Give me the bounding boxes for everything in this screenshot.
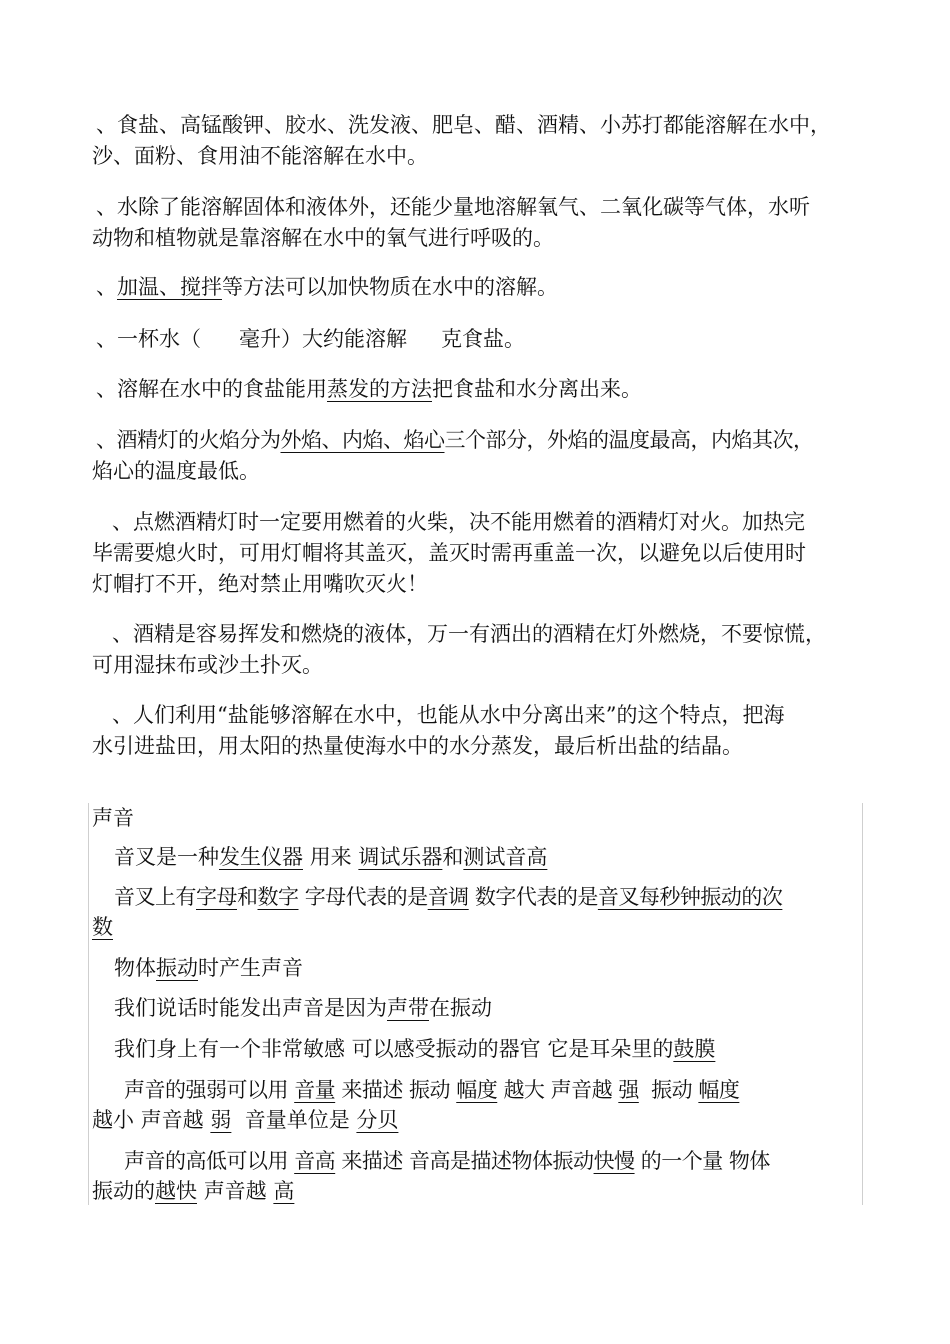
s2-r1-text-a: 音叉是一种 bbox=[114, 845, 219, 869]
s2-r6-answer-5: 弱 bbox=[210, 1108, 232, 1132]
s2-row2 bbox=[114, 883, 782, 911]
s2-r2-answer-3: 音调 bbox=[427, 885, 469, 909]
s2-r5-text-a: 我们身上有一个非常敏感 可以感受振动的器官 它是耳朵里的 bbox=[114, 1037, 674, 1061]
p9-line2: 水引进盐田，用太阳的热量使海水中的水分蒸发，最后析出盐的结晶。 bbox=[92, 734, 743, 758]
p6-answer: 外焰、内焰、焰心 bbox=[280, 428, 445, 452]
s2-r2-text-a: 音叉上有 bbox=[114, 885, 196, 909]
p4-part-b: 毫升）大约能溶解 bbox=[239, 327, 407, 351]
p8-line1: 、酒精是容易挥发和燃烧的液体，万一有洒出的酒精在灯外燃烧，不要惊慌， bbox=[112, 622, 826, 646]
s2-r7-text-a: 声音的高低可以用 bbox=[124, 1149, 288, 1173]
s2-r1-text-b: 用来 bbox=[309, 845, 352, 869]
p4-line1 bbox=[96, 325, 525, 353]
section2-border-left bbox=[88, 803, 89, 1205]
s2-r1-answer-2: 调试乐器 bbox=[358, 845, 443, 869]
p7-line3: 灯帽打不开，绝对禁止用嘴吹灭火！ bbox=[92, 572, 428, 596]
s2-r6-answer-3: 强 bbox=[618, 1078, 639, 1102]
s2-row4 bbox=[114, 994, 492, 1022]
s2-r2-text-d: 数字代表的是 bbox=[474, 885, 598, 909]
p1-line1: 、食盐、高锰酸钾、胶水、洗发液、肥皂、醋、酒精、小苏打都能溶解在水中， bbox=[96, 113, 831, 137]
s2-r7-text-c: 的一个量 物体 bbox=[640, 1149, 770, 1173]
s2-r6-text-f: 音量单位是 bbox=[244, 1108, 350, 1132]
s2-row6-cont bbox=[92, 1106, 398, 1134]
s2-r6-text-d: 振动 bbox=[651, 1078, 693, 1102]
s2-r7-text-d: 振动的 bbox=[92, 1179, 155, 1203]
s2-r2-answer-2: 数字 bbox=[257, 885, 299, 909]
s2-r7-answer-3: 越快 bbox=[155, 1179, 197, 1203]
p3-suffix: 等方法可以加快物质在水中的溶解。 bbox=[222, 275, 558, 299]
p2-line1: 、水除了能溶解固体和液体外，还能少量地溶解氧气、二氧化碳等气体，水听 bbox=[96, 195, 810, 219]
s2-r6-answer-6: 分贝 bbox=[356, 1108, 399, 1132]
p6-line2: 焰心的温度最低。 bbox=[92, 459, 260, 483]
s2-r1-text-c: 和 bbox=[442, 845, 464, 869]
p7-line1: 、点燃酒精灯时一定要用燃着的火柴，决不能用燃着的酒精灯对火。加热完 bbox=[112, 510, 805, 534]
s2-r4-answer-1: 声带 bbox=[387, 996, 429, 1020]
p6-line1 bbox=[96, 426, 814, 454]
section2-border-right bbox=[862, 803, 863, 1205]
s2-r7-answer-2: 快慢 bbox=[593, 1149, 635, 1173]
s2-r2-text-c: 字母代表的是 bbox=[304, 885, 428, 909]
p5-suffix: 把食盐和水分离出来。 bbox=[432, 377, 642, 401]
s2-r7-answer-1: 音高 bbox=[294, 1149, 336, 1173]
s2-r6-text-e: 越小 声音越 bbox=[92, 1108, 204, 1132]
s2-r6-answer-2: 幅度 bbox=[456, 1078, 498, 1102]
s2-r7-text-b: 来描述 音高是描述物体振动 bbox=[341, 1149, 594, 1173]
s2-r4-text-b: 在振动 bbox=[429, 996, 492, 1020]
s2-r2-answer-4: 音叉每秒钟振动的次 bbox=[597, 885, 783, 909]
s2-r2-answer-5: 数 bbox=[92, 915, 113, 939]
s2-r2-answer-1: 字母 bbox=[196, 885, 237, 909]
s2-r6-text-c: 越大 声音越 bbox=[503, 1078, 613, 1102]
s2-row7-cont bbox=[92, 1177, 294, 1205]
p6-suffix: 三个部分，外焰的温度最高，内焰其次， bbox=[444, 428, 814, 452]
s2-r6-answer-4: 幅度 bbox=[698, 1078, 740, 1102]
p1-line2: 沙、面粉、食用油不能溶解在水中。 bbox=[92, 144, 428, 168]
s2-r6-text-a: 声音的强弱可以用 bbox=[124, 1078, 288, 1102]
p6-prefix: 、酒精灯的火焰分为 bbox=[96, 428, 281, 452]
s2-r6-answer-1: 音量 bbox=[294, 1078, 336, 1102]
s2-row7 bbox=[124, 1147, 770, 1175]
section2-title: 声音 bbox=[92, 806, 134, 830]
s2-r4-text-a: 我们说话时能发出声音是因为 bbox=[114, 996, 387, 1020]
s2-r2-text-b: 和 bbox=[237, 885, 258, 909]
p5-line1 bbox=[96, 375, 642, 403]
p5-answer: 蒸发的方法 bbox=[327, 377, 432, 401]
s2-r3-text-b: 时产生声音 bbox=[198, 956, 303, 980]
p2-line2: 动物和植物就是靠溶解在水中的氧气进行呼吸的。 bbox=[92, 226, 554, 250]
s2-r1-answer-3: 测试音高 bbox=[463, 845, 548, 869]
p8-line2: 可用湿抹布或沙土扑灭。 bbox=[92, 653, 323, 677]
s2-r3-answer-1: 振动 bbox=[156, 956, 198, 980]
p3-prefix: 、 bbox=[96, 275, 117, 299]
s2-r1-answer-1: 发生仪器 bbox=[219, 845, 303, 869]
s2-row6 bbox=[124, 1076, 739, 1104]
p4-part-c: 克食盐。 bbox=[441, 327, 525, 351]
s2-row5 bbox=[114, 1035, 715, 1063]
p3-line1 bbox=[96, 273, 558, 301]
s2-r5-answer-1: 鼓膜 bbox=[673, 1037, 716, 1061]
p4-part-a: 、一杯水（ bbox=[96, 327, 201, 351]
p7-line2: 毕需要熄火时，可用灯帽将其盖灭，盖灭时需再重盖一次，以避免以后使用时 bbox=[92, 541, 806, 565]
p9-line1: 、人们利用“盐能够溶解在水中，也能从水中分离出来”的这个特点，把海 bbox=[112, 703, 785, 727]
s2-r6-text-b: 来描述 振动 bbox=[341, 1078, 451, 1102]
p5-prefix: 、溶解在水中的食盐能用 bbox=[96, 377, 327, 401]
s2-r7-answer-4: 高 bbox=[273, 1179, 295, 1203]
s2-r7-text-e: 声音越 bbox=[203, 1179, 267, 1203]
s2-row1 bbox=[114, 843, 547, 871]
s2-r3-text-a: 物体 bbox=[114, 956, 156, 980]
s2-row2-cont bbox=[92, 913, 113, 941]
s2-row3 bbox=[114, 954, 303, 982]
p3-answer: 加温、搅拌 bbox=[117, 275, 222, 299]
